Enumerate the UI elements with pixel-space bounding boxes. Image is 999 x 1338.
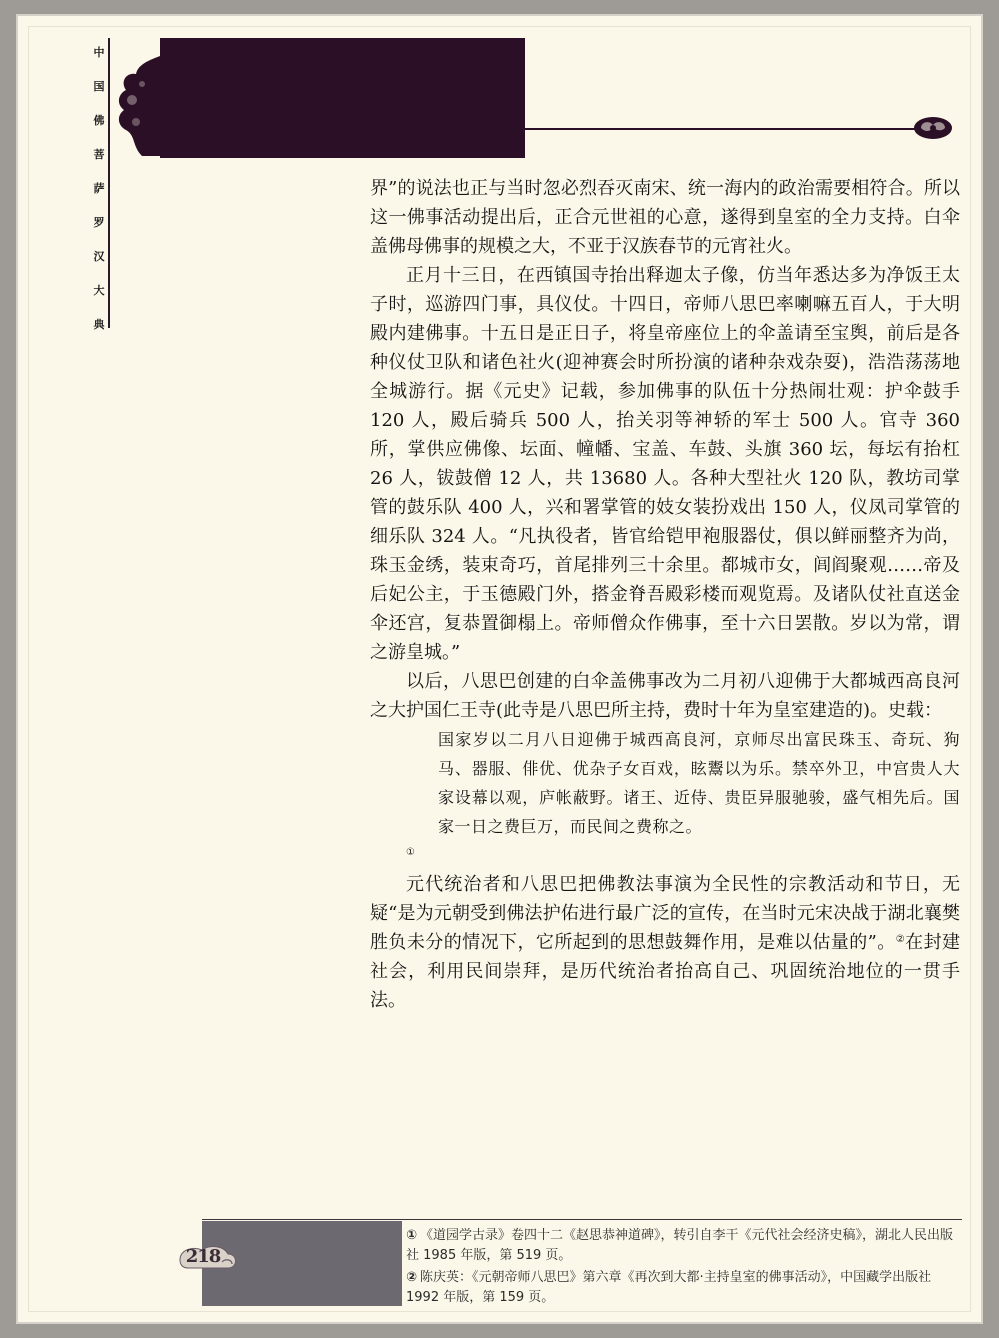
footnote bbox=[406, 1226, 966, 1266]
paragraph: 界”的说法也正与当时忽必烈吞灭南宋、统一海内的政治需要相符合。所以这一佛事活动提出后，正合元世祖的心意，遂得到皇室的全力支持。白伞盖佛母佛事的规模之大，不亚于汉族春节的元宵社火。 bbox=[370, 178, 960, 257]
side-title-char: 萨 bbox=[93, 182, 105, 195]
quote-text: 国家岁以二月八日迎佛于城西高良河，京师尽出富民珠玉、奇玩、狗马、器服、俳优、优杂子女百戏，眩鬻以为乐。禁卒外卫，中宫贵人大家设幕以观，庐帐蔽野。诸王、近侍、贵臣异服驰骏，盛气相先后。国家一日之费巨万，而民间之费称之。 bbox=[438, 730, 960, 836]
paragraph bbox=[370, 870, 960, 1015]
page-number: 218 bbox=[185, 1246, 221, 1267]
side-title-char: 佛 bbox=[93, 114, 105, 127]
lotus-ornament-icon bbox=[112, 56, 172, 156]
footnote-text: 陈庆英：《元朝帝师八思巴》第六章《再次到大都·主持皇室的佛事活动》，中国藏学出版社 1992 年版，第 159 页。 bbox=[406, 1270, 932, 1305]
side-title-char: 菩 bbox=[93, 148, 105, 161]
side-divider bbox=[108, 38, 110, 328]
footnote-mark: ① bbox=[406, 1228, 418, 1243]
side-title-char: 中 bbox=[93, 46, 105, 59]
footnote-text: 《道园学古录》卷四十二《赵思恭神道碑》，转引自李干《元代社会经济史稿》，湖北人民出版社 1985 年版，第 519 页。 bbox=[406, 1228, 954, 1263]
footnote bbox=[406, 1268, 966, 1308]
footnotes bbox=[406, 1226, 966, 1310]
main-text bbox=[370, 174, 960, 1015]
paragraph: 以后，八思巴创建的白伞盖佛事改为二月初八迎佛于大都城西高良河之大护国仁王寺(此寺是八思巴所主持，费时十年为皇室建造的)。史载： bbox=[370, 671, 960, 721]
footnote-ref[interactable]: ① bbox=[406, 847, 416, 858]
side-title-char: 国 bbox=[93, 80, 105, 93]
header-decorative-block bbox=[160, 38, 525, 158]
footnote-ref[interactable]: ② bbox=[895, 934, 906, 945]
cloud-ornament-icon bbox=[913, 114, 953, 142]
side-title-char: 典 bbox=[93, 318, 105, 331]
side-title-char: 大 bbox=[93, 284, 105, 297]
page-number-badge bbox=[176, 1242, 240, 1276]
paragraph-part: 元代统治者和八思巴把佛教法事演为全民性的宗教活动和节日，无疑“是为元朝受到佛法护佑进行最广泛的宣传，在当时元宋决战于湖北襄樊胜负未分的情况下，它所起到的思想鼓舞作用，是难以估量的”。 bbox=[370, 874, 960, 953]
paragraph: 正月十三日，在西镇国寺抬出释迦太子像，仿当年悉达多为净饭王太子时，巡游四门事，具仪仗。十四日，帝师八思巴率喇嘛五百人，于大明殿内建佛事。十五日是正日子，将皇帝座位上的伞盖请至宝舆，前后是各种仪仗卫队和诸色社火(迎神赛会时所扮演的诸种杂戏杂耍)，浩浩荡荡地全城游行。据《元史》记载，参加佛事的队伍十分热闹壮观：护伞鼓手 120 人，殿后骑兵 500 人，抬关羽等神轿的军士 500 人。官寺 360 所，掌供应佛像、坛面、幢幡、宝盖、车鼓、头旗 360 坛，每坛有抬杠 26 人，钹鼓僧 12 人，共 13680 人。各种大型社火 120 队，教坊司掌管的鼓乐队 400 人，兴和署掌管的妓女装扮戏出 150 人，仪凤司掌管的细乐队 324 人。“凡执役者，皆官给铠甲袍服器仗，俱以鲜丽整齐为尚，珠玉金绣，装束奇巧，首尾排列三十余里。都城市女，闾阎聚观……帝及后妃公主，于玉德殿门外，搭金脊吾殿彩楼而观览焉。及诸队仗社直送金伞还宫，复恭置御榻上。帝师僧众作佛事，至十六日罢散。岁以为常，谓之游皇城。” bbox=[370, 265, 960, 663]
footnote-mark: ② bbox=[406, 1270, 418, 1285]
header-rule-line bbox=[525, 128, 920, 130]
footer-rule-line bbox=[202, 1219, 962, 1220]
paragraph-part: 在封建社会，利用民间崇拜，是历代统治者抬高自己、巩固统治地位的一贯手法。 bbox=[370, 932, 961, 1011]
side-book-title bbox=[88, 36, 110, 342]
side-title-char: 罗 bbox=[93, 216, 105, 229]
side-title-char: 汉 bbox=[93, 250, 105, 263]
block-quote bbox=[406, 725, 960, 870]
book-page bbox=[16, 14, 983, 1324]
